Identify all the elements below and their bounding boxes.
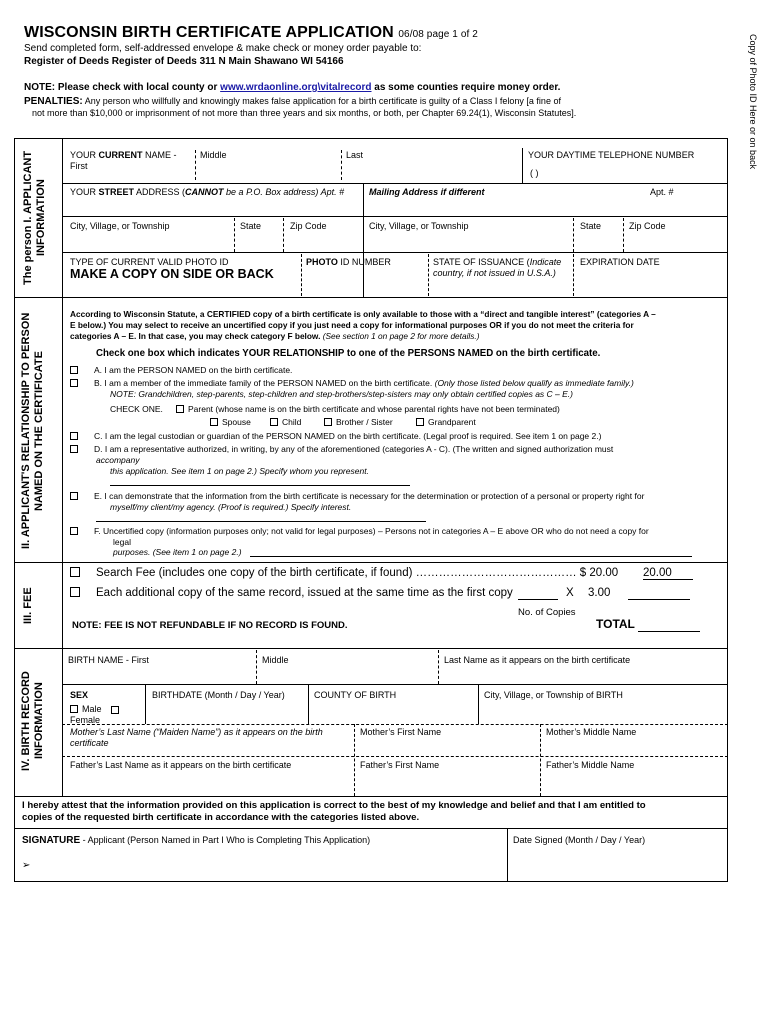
option-a[interactable]: A. I am the PERSON NAMED on the birth certificate. bbox=[70, 365, 292, 376]
parent-option[interactable]: Parent (whose name is on the birth certificate and whose parental rights have not been terminated) bbox=[176, 404, 560, 415]
first-name-label: First bbox=[70, 161, 88, 171]
grandparent-checkbox[interactable] bbox=[416, 418, 424, 426]
photo-id-type-label: TYPE OF CURRENT VALID PHOTO ID bbox=[70, 257, 229, 267]
option-e-line-2: myself/my client/my agency. (Proof is required.) Specify interest. bbox=[110, 502, 352, 512]
last-name-label: Last bbox=[346, 150, 364, 160]
page-info: 06/08 page 1 of 2 bbox=[398, 29, 478, 40]
photo-id-number-label: PHOTO ID NUMBER bbox=[306, 257, 391, 267]
penalties-label: PENALTIES: bbox=[24, 96, 83, 107]
birth-last-label: Last Name as it appears on the birth certificate bbox=[444, 655, 631, 665]
spouse-checkbox[interactable] bbox=[210, 418, 218, 426]
state-2-label: State bbox=[580, 221, 602, 231]
check-one-heading: Check one box which indicates YOUR RELATIONSHIP to one of the PERSONS NAMED on the birth certificate. bbox=[96, 348, 601, 359]
brother-sister-checkbox[interactable] bbox=[324, 418, 332, 426]
additional-copy-checkbox[interactable] bbox=[70, 587, 80, 597]
signature-label: SIGNATURE - Applicant (Person Named in Part I Who is Completing This Application) bbox=[22, 835, 371, 846]
mailing-address-label: Mailing Address if different bbox=[369, 187, 485, 197]
interest-line[interactable] bbox=[96, 521, 426, 522]
male-option[interactable]: Male bbox=[70, 704, 102, 715]
birth-name-first-label: BIRTH NAME - First bbox=[68, 655, 149, 665]
female-label: Female bbox=[70, 715, 101, 725]
sex-label: SEX bbox=[70, 690, 89, 700]
city-2-label: City, Village, or Township bbox=[369, 221, 469, 231]
search-fee-amount: 20.00 bbox=[643, 567, 693, 580]
additional-copy-row[interactable]: Each additional copy of the same record, issued at the same time as the first copy bbox=[70, 587, 513, 599]
expiration-date-label: EXPIRATION DATE bbox=[580, 257, 660, 267]
option-e-checkbox[interactable] bbox=[70, 492, 78, 500]
date-signed-label: Date Signed (Month / Day / Year) bbox=[513, 835, 646, 845]
child-option[interactable]: Child bbox=[270, 417, 301, 428]
penalties-text-2: not more than $10,000 or imprisonment of not more than three years and six months, or both, per Chapter 69.24(1), Wisconsin Statutes]. bbox=[32, 108, 577, 118]
option-a-checkbox[interactable] bbox=[70, 366, 78, 374]
option-c-checkbox[interactable] bbox=[70, 432, 78, 440]
father-last-label: Father’s Last Name as it appears on the birth certificate bbox=[70, 760, 292, 770]
make-copy-instruction: MAKE A COPY ON SIDE OR BACK bbox=[70, 267, 274, 281]
no-copies-field[interactable] bbox=[518, 599, 558, 600]
note-line bbox=[24, 82, 560, 93]
total-field[interactable] bbox=[638, 631, 700, 632]
per-copy-fee: 3.00 bbox=[588, 587, 611, 599]
total-label: TOTAL bbox=[596, 617, 635, 631]
check-one-small: CHECK ONE. bbox=[110, 404, 163, 414]
option-f-line-3: purposes. (See item 1 on page 2.) bbox=[113, 547, 242, 557]
female-checkbox[interactable] bbox=[111, 706, 119, 714]
spouse-option[interactable]: Spouse bbox=[210, 417, 251, 428]
state-of-issuance-label: STATE OF ISSUANCE (Indicate country, if not issued in U.S.A.) bbox=[433, 257, 562, 278]
represent-line[interactable] bbox=[110, 485, 410, 486]
register-line: Register of Deeds Register of Deeds 311 N Main Shawano WI 54166 bbox=[24, 56, 344, 67]
attest-line-1: I hereby attest that the information provided on this application is correct to the best of my knowledge and belief and that I am entitled to bbox=[22, 800, 646, 811]
signature-field[interactable] bbox=[36, 872, 496, 873]
label-column-divider bbox=[62, 138, 63, 796]
option-f-line-2: legal bbox=[113, 537, 131, 547]
option-b-note: NOTE: Grandchildren, step-parents, step-children and step-brothers/step-sisters may only obtain certified copies as C – E.) bbox=[110, 389, 573, 399]
intro-line-3: categories A – E. In that case, you may check category F below. (See section 1 on page 2 for more details.) bbox=[70, 331, 480, 341]
current-name-label: YOUR CURRENT NAME - bbox=[70, 150, 177, 160]
vital-record-link[interactable]: www.wrdaonline.org\vitalrecord bbox=[220, 82, 372, 93]
zip-2-label: Zip Code bbox=[629, 221, 666, 231]
option-f-checkbox[interactable] bbox=[70, 527, 78, 535]
male-checkbox[interactable] bbox=[70, 705, 78, 713]
option-d-line-3: this application. See item 1 on page 2.) Specify whom you represent. bbox=[110, 466, 369, 476]
option-b[interactable]: B. I am a member of the immediate family of the PERSON NAMED on the birth certificate. (Only those listed below qualify as immediate family.) bbox=[70, 378, 634, 389]
section-2-label: II. APPLICANT'S RELATIONSHIP TO PERSON NAMED ON THE CERTIFICATE bbox=[20, 312, 45, 550]
parent-checkbox[interactable] bbox=[176, 405, 184, 413]
signature-arrow-icon: ➢ bbox=[22, 860, 31, 871]
birth-middle-label: Middle bbox=[262, 655, 289, 665]
photo-id-side-note: Copy of Photo ID Here or on back bbox=[748, 34, 758, 170]
option-d-checkbox[interactable] bbox=[70, 445, 78, 453]
mother-middle-label: Mother’s Middle Name bbox=[546, 727, 637, 737]
search-fee-row[interactable]: Search Fee (includes one copy of the birth certificate, if found) …………………………………… $ 20.00 bbox=[70, 567, 618, 579]
section-1-label: The person I. APPLICANT INFORMATION bbox=[22, 150, 47, 286]
brother-sister-option[interactable]: Brother / Sister bbox=[324, 417, 393, 428]
attest-line-2: copies of the requested birth certificate in accordance with the categories listed above. bbox=[22, 812, 420, 823]
father-middle-label: Father’s Middle Name bbox=[546, 760, 635, 770]
option-e[interactable]: E. I can demonstrate that the information from the birth certificate is necessary for the determination or protection of a personal or property right for bbox=[70, 491, 644, 502]
child-checkbox[interactable] bbox=[270, 418, 278, 426]
option-d[interactable]: D. I am a representative authorized, in writing, by any of the aforementioned (categories A - C). (The written and signed authorization must bbox=[70, 444, 613, 455]
section-4-label: IV. BIRTH RECORD INFORMATION bbox=[20, 671, 45, 771]
form-title bbox=[24, 24, 478, 42]
fee-note: NOTE: FEE IS NOT REFUNDABLE IF NO RECORD IS FOUND. bbox=[72, 620, 348, 631]
birthdate-label: BIRTHDATE (Month / Day / Year) bbox=[152, 690, 285, 700]
county-of-birth-label: COUNTY OF BIRTH bbox=[314, 690, 397, 700]
phone-label: YOUR DAYTIME TELEPHONE NUMBER bbox=[528, 150, 695, 160]
grandparent-option[interactable]: Grandparent bbox=[416, 417, 476, 428]
note-suffix: as some counties require money order. bbox=[371, 82, 561, 93]
section-3-label: III. FEE bbox=[22, 587, 34, 625]
mother-first-label: Mother’s First Name bbox=[360, 727, 442, 737]
father-first-label: Father’s First Name bbox=[360, 760, 440, 770]
note-prefix: NOTE: Please check with local county or bbox=[24, 82, 221, 93]
date-signed-field[interactable] bbox=[513, 872, 713, 873]
mother-last-label: Mother’s Last Name (“Maiden Name”) as it appears on the birth certificate bbox=[70, 727, 323, 748]
intro-line-2: E below.) You may select to receive an uncertified copy if you just need a copy for informational purposes OR if you do not meet the criteria for bbox=[70, 320, 634, 330]
search-fee-checkbox[interactable] bbox=[70, 567, 80, 577]
middle-name-label: Middle bbox=[200, 150, 227, 160]
phone-field[interactable]: ( ) bbox=[530, 168, 539, 178]
option-d-line-2: accompany bbox=[96, 455, 140, 465]
form-title-text: WISCONSIN BIRTH CERTIFICATE APPLICATION bbox=[24, 24, 394, 41]
apt-label: Apt. # bbox=[650, 187, 674, 197]
penalties-line bbox=[24, 96, 561, 107]
city-1-label: City, Village, or Township bbox=[70, 221, 170, 231]
state-1-label: State bbox=[240, 221, 262, 231]
option-f[interactable]: F. Uncertified copy (information purposes only; not valid for legal purposes) – Persons not in categories A – E above OR who do not need a copy for bbox=[70, 526, 649, 537]
zip-1-label: Zip Code bbox=[290, 221, 327, 231]
intro-line-1: According to Wisconsin Statute, a CERTIFIED copy of a birth certificate is only available to those with a “direct and tangible interest” (categories A – bbox=[70, 309, 656, 319]
send-line: Send completed form, self-addressed envelope & make check or money order payable to: bbox=[24, 43, 422, 54]
additional-total-field[interactable] bbox=[628, 599, 690, 600]
option-b-checkbox[interactable] bbox=[70, 379, 78, 387]
penalties-text-1: Any person who willfully and knowingly makes false application for a birth certificate is guilty of a Class I felony [a fine of bbox=[82, 96, 561, 106]
option-f-line bbox=[250, 556, 692, 557]
street-address-label: YOUR STREET ADDRESS (CANNOT be a P.O. Box address) Apt. # bbox=[70, 187, 345, 197]
no-copies-label: No. of Copies bbox=[518, 607, 576, 618]
option-c[interactable]: C. I am the legal custodian or guardian of the PERSON NAMED on the birth certificate. (Legal proof is required. See item 1 on page 2.) bbox=[70, 431, 601, 442]
city-of-birth-label: City, Village, or Township of BIRTH bbox=[484, 690, 623, 700]
multiply-sign: X bbox=[566, 587, 574, 599]
